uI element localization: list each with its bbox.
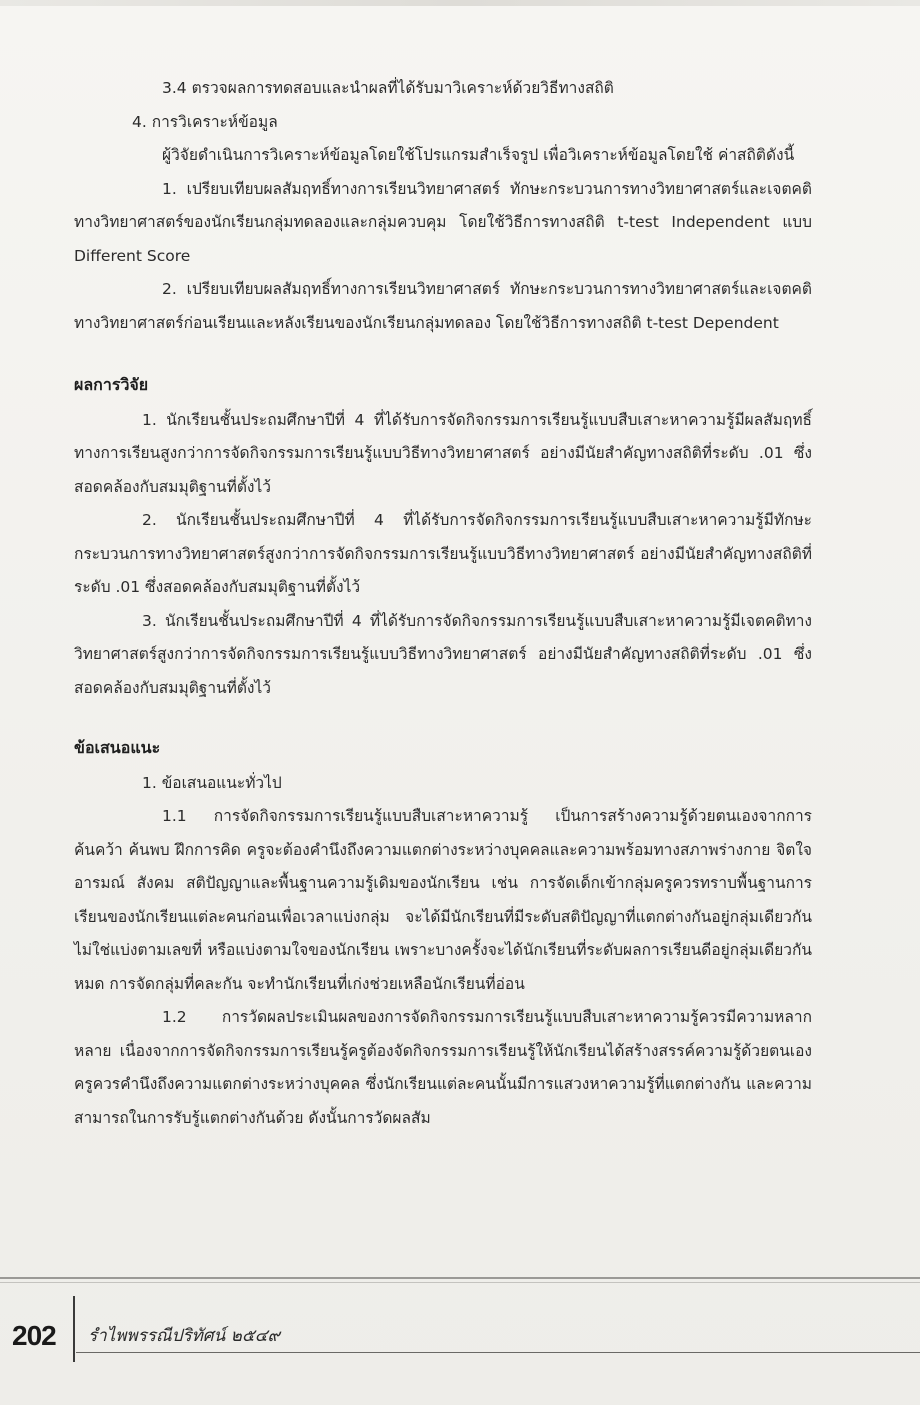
paragraph-suggestion-1-1: 1.1 การจัดกิจกรรมการเรียนรู้แบบสืบเสาะหาความรู้ เป็นการสร้างความรู้ด้วยตนเองจากการค้นคว้า ค้นพบ ฝึกการคิด ครูจะต้องคำนึงถึงความแตกต่างระหว่างบุคคลและความพร้อมทางสภาพร่างกาย จิตใจ อารมณ์ สังคม สติปัญญาและพื้นฐานความรู้เดิมของนักเรียน เช่น การจัดเด็กเข้ากลุ่มครูควรทราบพื้นฐานการเรียนของนักเรียนแต่ละคนก่อนเพื่อเวลาแบ่งกลุ่ม จะได้มีนักเรียนที่มีระดับสติปัญญาที่แตกต่างกันอยู่กลุ่มเดียวกัน ไม่ใช่แบ่งตามเลขที่ หรือแบ่งตามใจของนักเรียน เพราะบางครั้งจะได้นักเรียนที่ระดับผลการเรียนดีอยู่กลุ่มเดียวกันหมด การจัดกลุ่มที่คละกัน จะทำนักเรียนที่เก่งช่วยเหลือนักเรียนที่อ่อน (74, 807, 812, 993)
heading-results: ผลการวิจัย (74, 375, 149, 394)
paragraph-data-analysis-intro: ผู้วิจัยดำเนินการวิเคราะห์ข้อมูลโดยใช้โปรแกรมสำเร็จรูป เพื่อวิเคราะห์ข้อมูลโดยใช้ ค่าสถิติดังนี้ (162, 146, 795, 164)
article-body (74, 72, 812, 1135)
top-edge (0, 0, 920, 6)
footer-rule (0, 1277, 920, 1279)
paragraph-result-1: 1. นักเรียนชั้นประถมศึกษาปีที่ 4 ที่ได้รับการจัดกิจกรรมการเรียนรู้แบบสืบเสาะหาความรู้มีผลสัมฤทธิ์ทางการเรียนสูงกว่าการจัดกิจกรรมการเรียนรู้แบบวิธีทางวิทยาศาสตร์ อย่างมีนัยสำคัญทางสถิติที่ระดับ .01 ซึ่งสอดคล้องกับสมมุติฐานที่ตั้งไว้ (74, 410, 812, 496)
paragraph-data-analysis-title: 4. การวิเคราะห์ข้อมูล (132, 112, 278, 131)
footer-rule-thin (0, 1282, 920, 1283)
paragraph-general-suggestions: 1. ข้อเสนอแนะทั่วไป (142, 773, 282, 792)
footer-divider (73, 1296, 75, 1362)
journal-title: รำไพพรรณีปริทัศน์ ๒๕๔๙ (88, 1326, 281, 1346)
paragraph-result-2: 2. นักเรียนชั้นประถมศึกษาปีที่ 4 ที่ได้รับการจัดกิจกรรมการเรียนรู้แบบสืบเสาะหาความรู้มีทักษะกระบวนการทางวิทยาศาสตร์สูงกว่าการจัดกิจกรรมการเรียนรู้แบบวิธีทางวิทยาศาสตร์ อย่างมีนัยสำคัญทางสถิติที่ระดับ .01 ซึ่งสอดคล้องกับสมมุติฐานที่ตั้งไว้ (74, 511, 812, 596)
footer-underline (76, 1352, 920, 1353)
paragraph-analysis-1: 1. เปรียบเทียบผลสัมฤทธิ์ทางการเรียนวิทยาศาสตร์ ทักษะกระบวนการทางวิทยาศาสตร์และเจตคติทางวิทยาศาสตร์ของนักเรียนกลุ่มทดลองและกลุ่มควบคุม โดยใช้วิธีการทางสถิติ t-test Independent แบบ Different Score (74, 179, 812, 265)
paragraph-analysis-2: 2. เปรียบเทียบผลสัมฤทธิ์ทางการเรียนวิทยาศาสตร์ ทักษะกระบวนการทางวิทยาศาสตร์และเจตคติทางวิทยาศาสตร์ก่อนเรียนและหลังเรียนของนักเรียนกลุ่มทดลอง โดยใช้วิธีการทางสถิติ t-test Dependent (74, 280, 812, 332)
paragraph-suggestion-1-2: 1.2 การวัดผลประเมินผลของการจัดกิจกรรมการเรียนรู้แบบสืบเสาะหาความรู้ควรมีความหลากหลาย เนื่องจากการจัดกิจกรรมการเรียนรู้ครูต้องจัดกิจกรรมการเรียนรู้ให้นักเรียนได้สร้างสรรค์ความรู้ด้วยตนเอง ครูควรคำนึงถึงความแตกต่างระหว่างบุคคล ซึ่งนักเรียนแต่ละคนนั้นมีการแสวงหาความรู้ที่แตกต่างกัน และความสามารถในการรับรู้แตกต่างกันด้วย ดังนั้นการวัดผลสัม (74, 1008, 812, 1127)
heading-suggestions: ข้อเสนอแนะ (74, 738, 161, 757)
paragraph-result-3: 3. นักเรียนชั้นประถมศึกษาปีที่ 4 ที่ได้รับการจัดกิจกรรมการเรียนรู้แบบสืบเสาะหาความรู้มีเจตคติทางวิทยาศาสตร์สูงกว่าการจัดกิจกรรมการเรียนรู้แบบวิธีทางวิทยาศาสตร์ อย่างมีนัยสำคัญทางสถิติที่ระดับ .01 ซึ่งสอดคล้องกับสมมุติฐานที่ตั้งไว้ (74, 611, 812, 697)
paragraph-step-3-4: 3.4 ตรวจผลการทดสอบและนำผลที่ได้รับมาวิเคราะห์ด้วยวิธีทางสถิติ (162, 79, 614, 97)
page-number: 202 (12, 1320, 56, 1351)
